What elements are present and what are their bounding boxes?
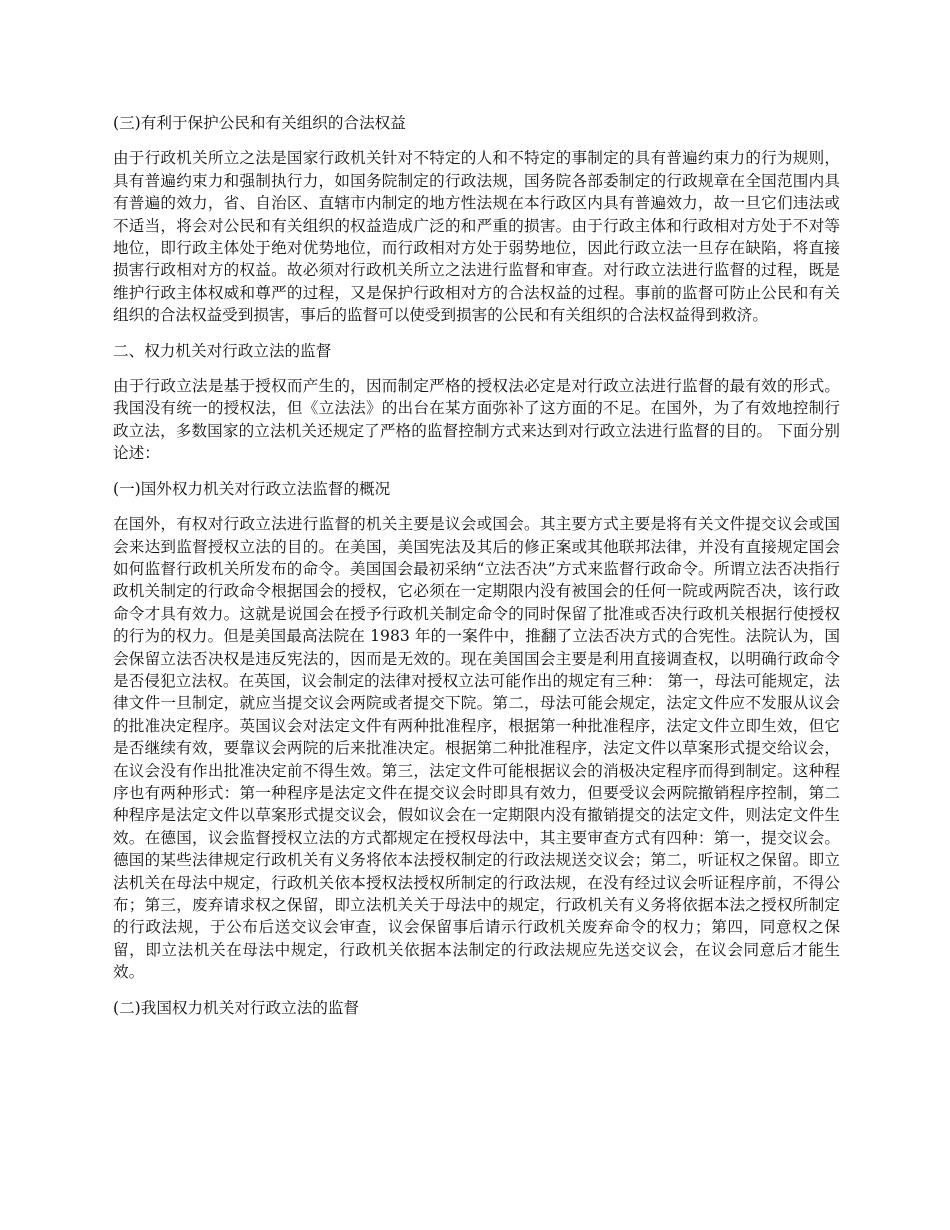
paragraph-protect-rights: 由于行政机关所立之法是国家行政机关针对不特定的人和不特定的事制定的具有普遍约束力的行为规则，具有普遍约束力和强制执行力，如国务院制定的行政法规，国务院各部委制定的行政规章在全国范围内具有普遍的效力，省、自治区、直辖市内制定的地方性法规在本行政区内具有普遍效力，故一旦它们违法或不适当，将会对公民和有关组织的权益造成广泛的和严重的损害。由于行政主体和行政相对方处于不对等地位，即行政主体处于绝对优势地位，而行政相对方处于弱势地位，因此行政立法一旦存在缺陷，将直接损害行政相对方的权益。故必须对行政机关所立之法进行监督和审查。对行政立法进行监督的过程，既是维护行政主体权威和尊严的过程，又是保护行政相对方的合法权益的过程。事前的监督可防止公民和有关组织的合法权益受到损害，事后的监督可以使受到损害的公民和有关组织的合法权益得到救济。	[113, 149, 840, 325]
paragraph-foreign-overview: 在国外，有权对行政立法进行监督的机关主要是议会或国会。其主要方式主要是将有关文件提交议会或国会来达到监督授权立法的目的。在美国，美国宪法及其后的修正案或其他联邦法律，并没有直接规定国会如何监督行政机关所发布的命令。美国国会最初采纳“立法否决”方式来监督行政命令。所谓立法否决指行政机关制定的行政命令根据国会的授权，它必须在一定期限内没有被国会的任何一院或两院否决，该行政命令才具有效力。这就是说国会在授予行政机关制定命令的同时保留了批准或否决行政机关根据行使授权的行为的权力。但是美国最高法院在 1983 年的一案件中，推翻了立法否决方式的合宪性。法院认为，国会保留立法否决权是违反宪法的，因而是无效的。现在美国国会主要是利用直接调查权，以明确行政命令是否侵犯立法权。在英国，议会制定的法律对授权立法可能作出的规定有三种： 第一，母法可能规定，法律文件一旦制定，就应当提交议会两院或者提交下院。第二，母法可能会规定，法定文件应不发服从议会的批准决定程序。英国议会对法定文件有两种批准程序，根据第一种批准程序，法定文件立即生效，但它是否继续有效，要靠议会两院的后来批准决定。根据第二种批准程序，法定文件以草案形式提交给议会，在议会没有作出批准决定前不得生效。第三，法定文件可能根据议会的消极决定程序而得到制定。这种程序也有两种形式：第一种程序是法定文件在提交议会时即具有效力，但要受议会两院撤销程序控制，第二种程序是法定文件以草案形式提交议会，假如议会在一定期限内没有撤销提交的法定文件，则法定文件生效。在德国，议会监督授权立法的方式都规定在授权母法中，其主要审查方式有四种：第一，提交议会。德国的某些法律规定行政机关有义务将依本法授权制定的行政法规送交议会；第二，听证权之保留。即立法机关在母法中规定，行政机关依本授权法授权所制定的行政法规，在没有经过议会听证程序前，不得公布；第三，废弃请求权之保留，即立法机关关于母法中的规定，行政机关有义务将依据本法之授权所制定的行政法规，于公布后送交议会审查，议会保留事后请示行政机关废弃命令的权力；第四，同意权之保留，即立法机关在母法中规定，行政机关依据本法制定的行政法规应先送交议会，在议会同意后才能生效。	[113, 515, 840, 982]
document-page	[113, 112, 840, 1032]
subsection-heading-domestic-supervision: (二)我国权力机关对行政立法的监督	[113, 998, 360, 1017]
subsection-heading-foreign-overview: (一)国外权力机关对行政立法监督的概况	[113, 479, 391, 498]
section-heading-legislature-supervision: 二、权力机关对行政立法的监督	[113, 341, 332, 360]
paragraph-section-intro: 由于行政立法是基于授权而产生的，因而制定严格的授权法必定是对行政立法进行监督的最有效的形式。 我国没有统一的授权法，但《立法法》的出台在某方面弥补了这方面的不足。在国外，为了有效地控制行政立法，多数国家的立法机关还规定了严格的监督控制方式来达到对行政立法进行监督的目的。 下面分别论述：	[113, 377, 840, 463]
subsection-heading-protect-rights: (三)有利于保护公民和有关组织的合法权益	[113, 114, 406, 132]
